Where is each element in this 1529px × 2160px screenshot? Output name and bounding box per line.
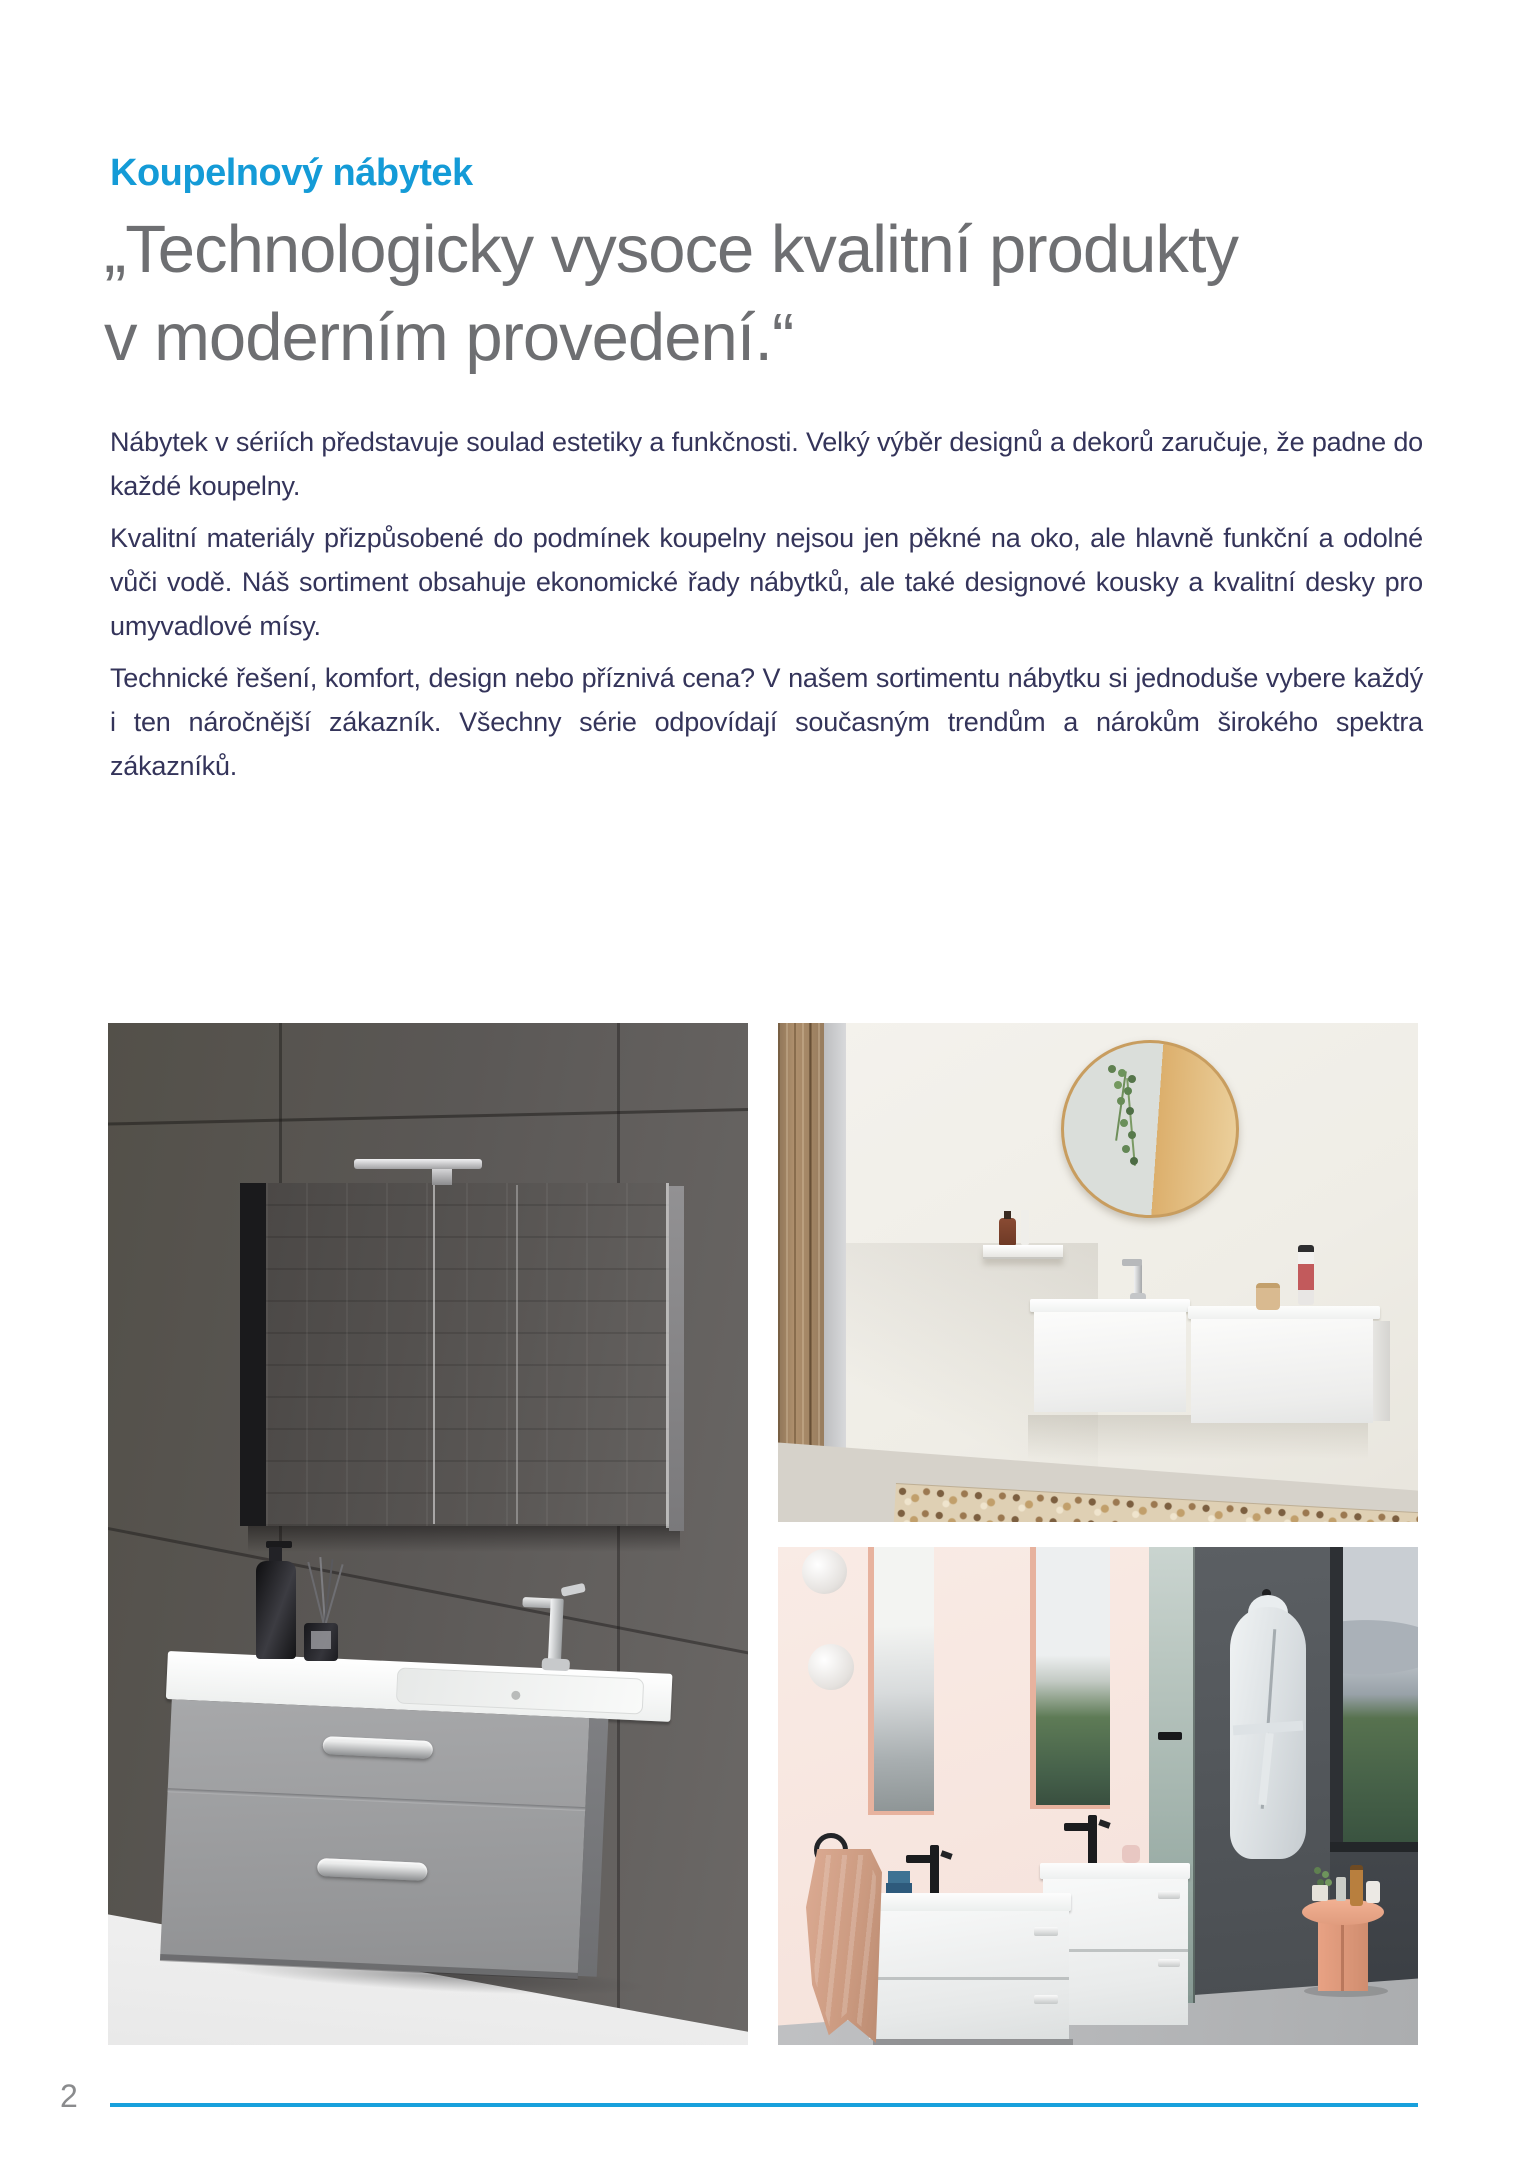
cabinet-door-gap — [433, 1185, 435, 1524]
cabinet-right-side — [1373, 1321, 1390, 1421]
page-number: 2 — [60, 2078, 78, 2114]
shower-door-handle — [1158, 1732, 1182, 1740]
wall-hung-cabinet-left — [1034, 1312, 1186, 1412]
drawer-handle — [1158, 1959, 1180, 1967]
wall-mirror-glass — [874, 1547, 934, 1811]
paragraph-2: Kvalitní materiály přizpůsobené do podmínek koupelny nejsou jen pěkné na oko, ale hlavně funkční a odolné vůči vodě. Náš sortiment obsahuje ekonomické řady nábytků, ale také designové kousky a kvalitní desky pro umyvadlové mísy. — [110, 523, 1423, 641]
table-small-bottle — [1336, 1877, 1346, 1901]
photo-light-bathroom — [778, 1023, 1418, 1522]
soap-dispenser-bottle — [256, 1561, 296, 1659]
faucet-black-spout — [906, 1855, 933, 1863]
wall-mirror-glass — [1036, 1547, 1110, 1805]
faucet-spout — [1122, 1259, 1142, 1266]
wall-hung-counter-right — [1188, 1306, 1380, 1319]
paragraph-1: Nábytek v sériích představuje soulad estetiky a funkčnosti. Velký výběr designů a dekorů zaručuje, že padne do každé koupelny. — [110, 427, 1423, 501]
washbasin-counter — [866, 1893, 1071, 1911]
soap-dish — [1122, 1845, 1140, 1863]
window-view — [1343, 1547, 1418, 1842]
table-plant-pot — [1312, 1885, 1328, 1901]
mirror-cabinet-shadow — [248, 1526, 680, 1552]
mirror-plant-leaves — [1108, 1065, 1116, 1073]
bathrobe — [1230, 1595, 1306, 1885]
counter-pump-bottle — [1298, 1245, 1314, 1305]
photo-pink-bathroom — [778, 1547, 1418, 2045]
drawer-handle — [1034, 1927, 1058, 1936]
under-vanity-shadow — [873, 2039, 1073, 2045]
table-plant-leaves — [1314, 1867, 1321, 1874]
mirror-cabinet-right-side — [669, 1186, 684, 1531]
faucet-base — [542, 1658, 571, 1671]
page-title-line2: v moderním provedení.“ — [104, 300, 794, 375]
wall-hung-counter-left — [1030, 1299, 1190, 1312]
diffuser-label — [311, 1631, 331, 1649]
vanity-unit — [153, 1651, 677, 2004]
shelf-amber-bottle — [999, 1218, 1016, 1245]
shelf-bottle-cap — [1004, 1211, 1011, 1219]
drawer-divider — [869, 1977, 1069, 1980]
mirror-cabinet-doors — [266, 1183, 670, 1526]
footer-rule — [110, 2103, 1418, 2107]
wall-lamp-globe — [808, 1644, 854, 1690]
washbasin-counter — [1040, 1863, 1190, 1879]
page-title-line1: „Technologicky vysoce kvalitní produkty — [104, 212, 1239, 287]
faucet-black-spout — [1064, 1823, 1092, 1831]
intro-text — [110, 420, 1423, 796]
window-sill — [1330, 1842, 1418, 1852]
wall-shelf — [983, 1245, 1063, 1259]
counter-accessory-box — [888, 1871, 910, 1883]
table-white-jar — [1366, 1881, 1380, 1903]
round-mirror-glass — [1064, 1043, 1236, 1215]
section-label: Koupelnový nábytek — [110, 152, 473, 194]
cabinet-door-gap — [516, 1185, 518, 1524]
table-amber-bottle — [1350, 1865, 1363, 1906]
faucet-black — [930, 1845, 939, 1897]
mirror-cabinet-side-panel — [240, 1183, 266, 1526]
cabinet-led-light-stem — [432, 1169, 452, 1185]
shelf-white-tube — [1021, 1210, 1029, 1245]
wall-lamp-globe — [802, 1549, 847, 1594]
counter-jar — [1256, 1283, 1280, 1310]
drawer-handle — [1034, 1995, 1058, 2004]
photo-grey-bathroom — [108, 1023, 748, 2045]
drawer-handle — [1158, 1891, 1180, 1899]
wall-hung-cabinet-right — [1191, 1319, 1373, 1423]
paragraph-3: Technické řešení, komfort, design nebo příznivá cena? V našem sortimentu nábytku si jednoduše vybere každý i ten náročnější zákazník. Všechny série odpovídají současným trendům a nárokům širokého spektra zákazníků. — [110, 663, 1423, 781]
page-title — [104, 206, 1238, 382]
cabinet-led-light — [354, 1159, 482, 1169]
